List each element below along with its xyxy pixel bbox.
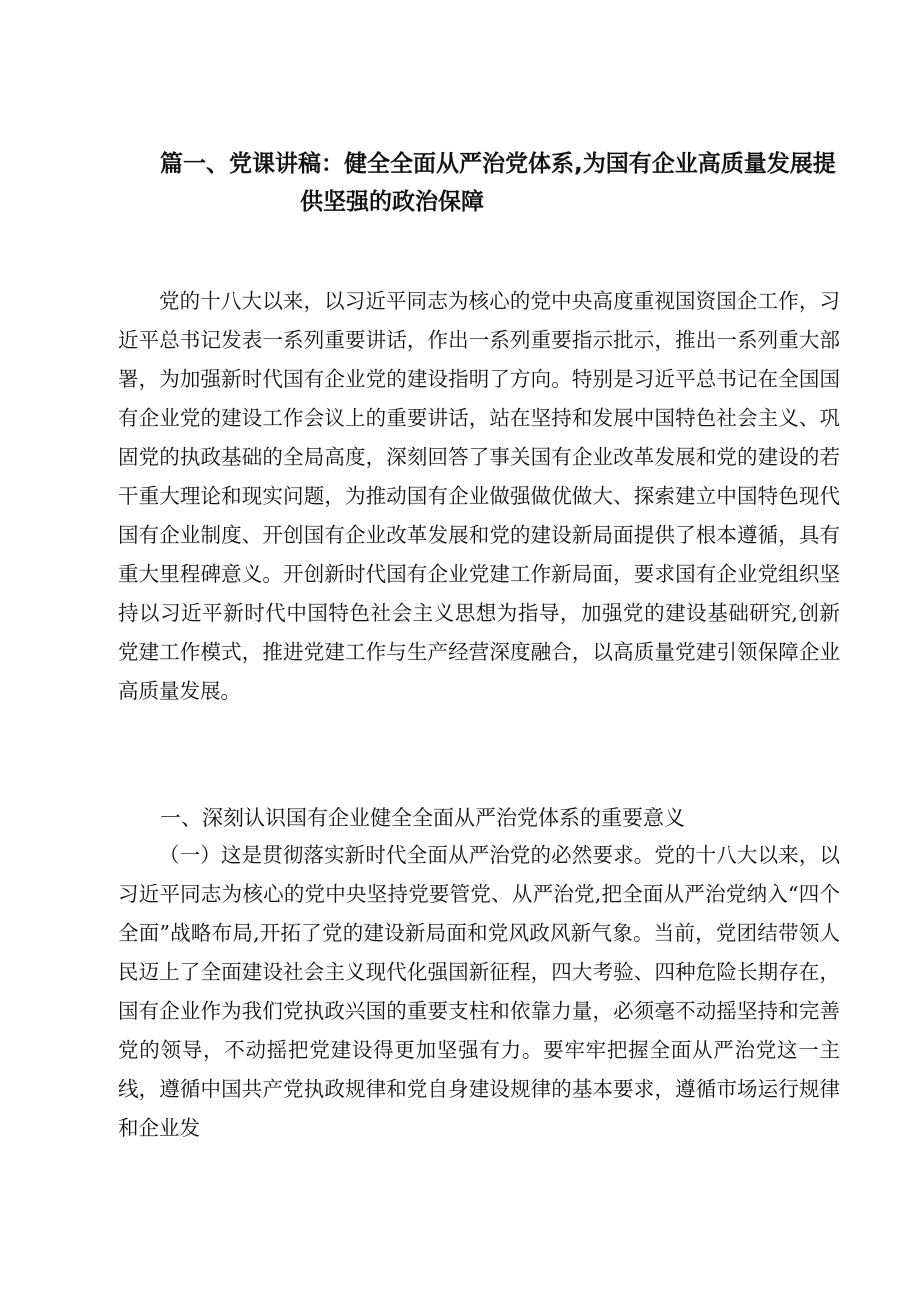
paragraph-section-1-1: （一）这是贯彻落实新时代全面从严治党的必然要求。党的十八大以来，以习近平同志为核心的党中央坚持党要管党、从严治党,把全面从严治党纳入“四个全面”战略布局,开拓了党的建设新局面和党风政风新气象。当前，党团结带领人民迈上了全面建设社会主义现代化强国新征程，四大考验、四种危险长期存在，国有企业作为我们党执政兴国的重要支柱和依靠力量，必须毫不动摇坚持和完善党的领导，不动摇把党建设得更加坚强有力。要牢牢把握全面从严治党这一主线，遵循中国共产党执政规律和党自身建设规律的基本要求，遵循市场运行规律和企业发: [118, 843, 840, 1140]
paragraph-intro: 党的十八大以来，以习近平同志为核心的党中央高度重视国资国企工作，习近平总书记发表一系列重要讲话，作出一系列重要指示批示，推出一系列重大部署，为加强新时代国有企业党的建设指明了方向。特别是习近平总书记在全国国有企业党的建设工作会议上的重要讲话，站在坚持和发展中国特色社会主义、巩固党的执政基础的全局高度，深刻回答了事关国有企业改革发展和党的建设的若干重大理论和现实问题，为推动国有企业做强做优做大、探索建立中国特色现代国有企业制度、开创国有企业改革发展和党的建设新局面提供了根本遵循，具有重大里程碑意义。开创新时代国有企业党建工作新局面，要求国有企业党组织坚持以习近平新时代中国特色社会主义思想为指导，加强党的建设基础研究,创新党建工作模式，推进党建工作与生产经营深度融合，以高质量党建引领保障企业高质量发展。: [118, 289, 840, 703]
document-title: [160, 145, 850, 221]
title-line-1: 篇一、党课讲稿：健全全面从严治党体系,为国有企业高质量发展提: [160, 151, 836, 177]
section-heading-1: 一、深刻认识国有企业健全全面从严治党体系的重要意义: [160, 806, 685, 830]
title-line-2: 供坚强的政治保障: [300, 189, 484, 215]
